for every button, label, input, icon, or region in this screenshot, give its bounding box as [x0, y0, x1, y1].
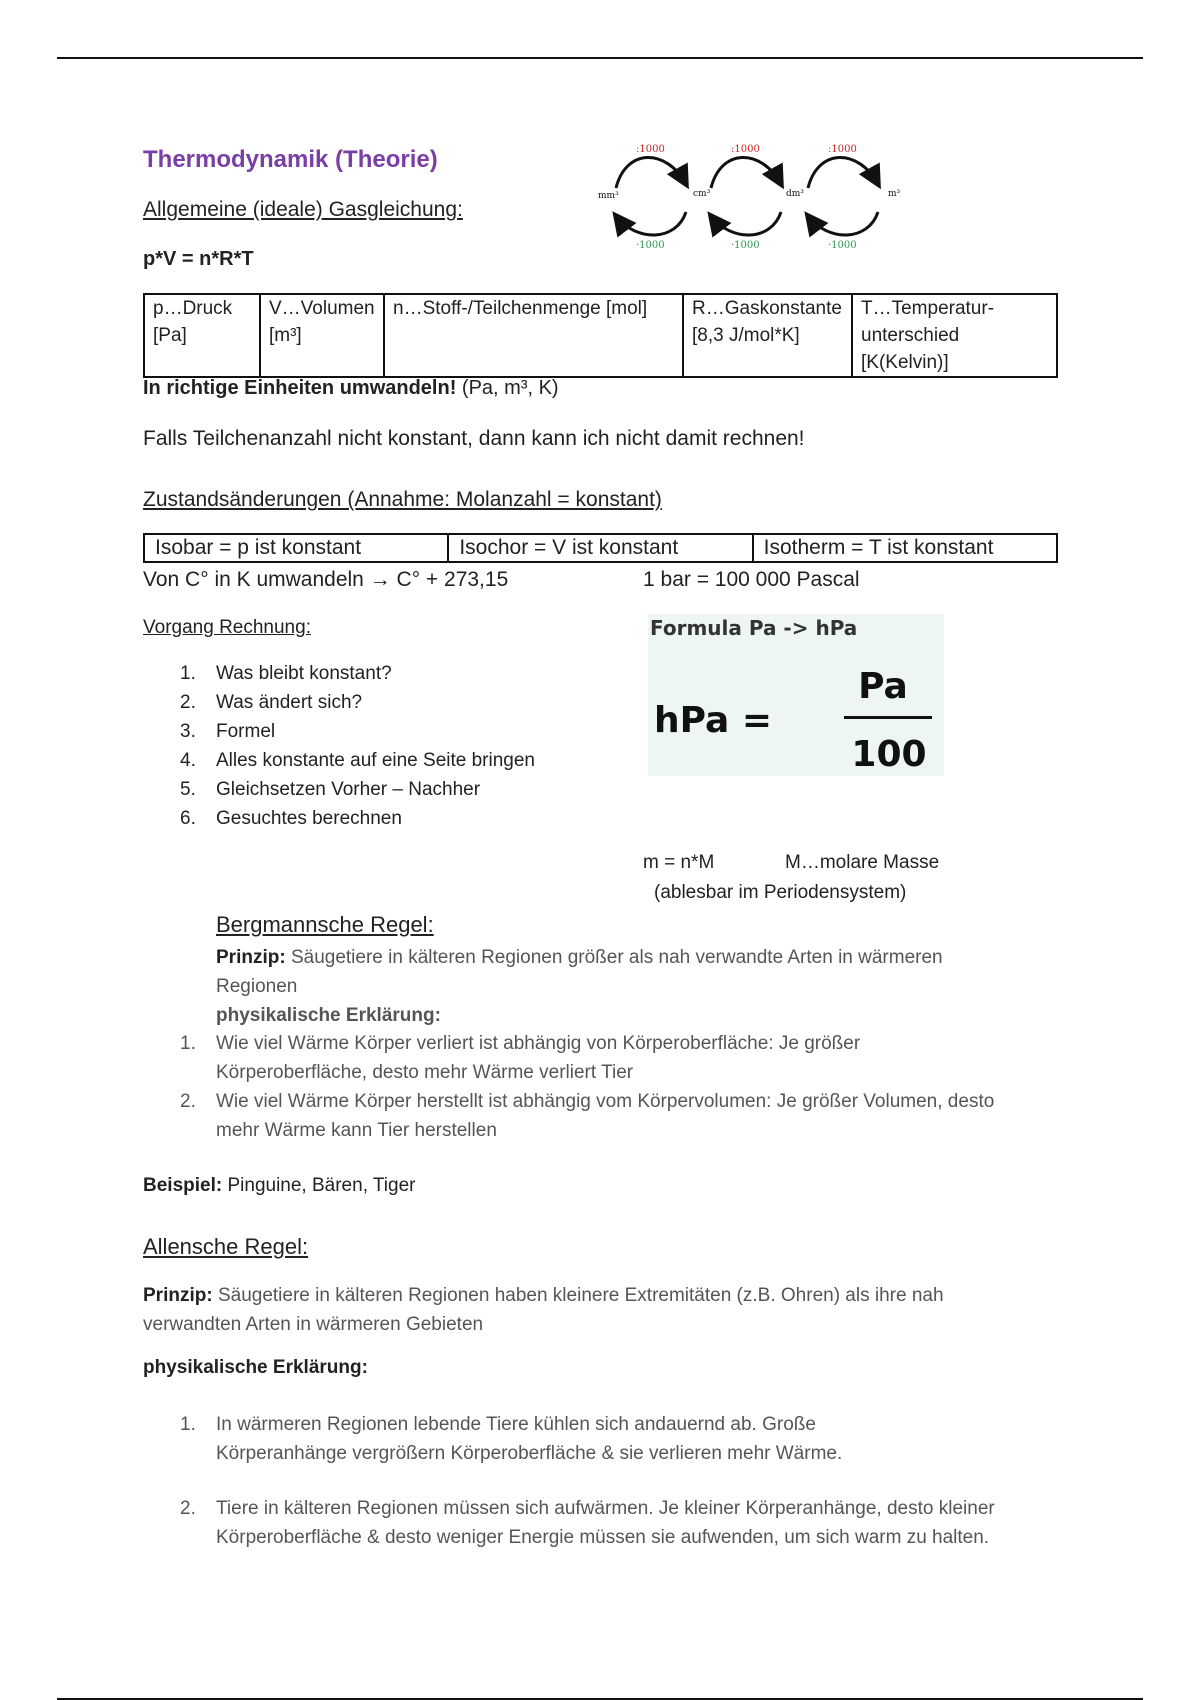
page-title: Thermodynamik (Theorie) [143, 146, 438, 173]
formula-numerator: Pa [858, 666, 908, 707]
state-changes-heading: Zustandsänderungen (Annahme: Molanzahl = konstant) [143, 488, 662, 511]
list-item: 4. Alles konstante auf eine Seite bringen [180, 750, 535, 771]
top-rule [57, 57, 1143, 59]
molar-mass-definition: M…molare Masse [785, 852, 940, 873]
table-cell: T…Temperatur- unterschied [K(Kelvin)] [852, 294, 1057, 377]
multiply-arrow [616, 212, 686, 235]
unit-label: mm³ [598, 191, 619, 201]
multiply-label: ·1000 [828, 240, 857, 251]
list-item: 1. In wärmeren Regionen lebende Tiere kühlen sich andauernd ab. Große Körperanhänge vergrößern Körperoberfläche & sie verlieren mehr Wärme. [180, 1414, 843, 1464]
isotherm-cell: Isotherm = T ist konstant [753, 534, 1057, 562]
bergmann-heading: Bergmannsche Regel: [216, 912, 434, 937]
mass-formula: m = n*M [643, 852, 715, 873]
list-item: 1. Was bleibt konstant? [180, 663, 392, 684]
allen-principle: Prinzip: Säugetiere in kälteren Regionen haben kleinere Extremitäten (z.B. Ohren) als ihre nah verwandten Arten in wärmeren Gebieten [143, 1285, 944, 1335]
multiply-label: ·1000 [731, 240, 760, 251]
table-cell: V…Volumen [m³] [260, 294, 384, 377]
divide-arrow [711, 157, 781, 188]
gas-law-heading: Allgemeine (ideale) Gasgleichung: [143, 198, 463, 221]
pa-to-hpa-formula [648, 614, 944, 776]
constant-note: Falls Teilchenanzahl nicht konstant, dann kann ich nicht damit rechnen! [143, 427, 805, 450]
table-cell: R…Gaskonstante [8,3 J/mol*K] [683, 294, 852, 377]
allen-explanation-label: physikalische Erklärung: [143, 1357, 368, 1378]
isochor-cell: Isochor = V ist konstant [448, 534, 752, 562]
procedure-list [180, 659, 535, 833]
table-cell: p…Druck [Pa] [144, 294, 260, 377]
periodic-table-hint: (ablesbar im Periodensystem) [654, 882, 907, 903]
bergmann-points [180, 1029, 995, 1145]
formula-denominator: 100 [851, 734, 927, 775]
variables-table [143, 293, 1058, 378]
state-changes-table [143, 533, 1058, 563]
unit-conversion-diagram [596, 140, 916, 258]
list-item: 1. Wie viel Wärme Körper verliert ist abhängig von Körperoberfläche: Je größer Körperoberfläche, desto mehr Wärme verliert Tier [180, 1033, 861, 1083]
allen-heading: Allensche Regel: [143, 1234, 309, 1259]
divide-label: :1000 [636, 144, 665, 155]
unit-label: dm³ [786, 189, 804, 199]
multiply-arrow [808, 212, 878, 235]
allen-points [180, 1410, 995, 1552]
units-note: In richtige Einheiten umwandeln! (Pa, m³, K) [143, 377, 559, 399]
bergmann-principle: Prinzip: Säugetiere in kälteren Regionen größer als nah verwandte Arten in wärmeren Regionen physikalische Erklärung: [216, 947, 943, 1026]
divide-label: :1000 [828, 144, 857, 155]
gas-law-formula: p*V = n*R*T [143, 248, 254, 270]
multiply-arrow [711, 212, 781, 235]
list-item: 6. Gesuchtes berechnen [180, 808, 402, 829]
table-cell: n…Stoff-/Teilchenmenge [mol] [384, 294, 683, 377]
divide-arrow [808, 157, 878, 188]
bar-note: 1 bar = 100 000 Pascal [643, 568, 860, 591]
divide-arrow [616, 157, 686, 188]
list-item: 2. Tiere in kälteren Regionen müssen sich aufwärmen. Je kleiner Körperanhänge, desto kleiner Körperoberfläche & desto weniger Energie müssen sie aufwenden, um sich warm zu halten. [180, 1498, 995, 1548]
formula-lhs: hPa = [654, 700, 773, 741]
list-item: 5. Gleichsetzen Vorher – Nachher [180, 779, 481, 800]
procedure-heading: Vorgang Rechnung: [143, 617, 311, 638]
fraction-bar [844, 716, 932, 719]
multiply-label: ·1000 [636, 240, 665, 251]
formula-caption: Formula Pa -> hPa [650, 616, 858, 640]
unit-label: m³ [888, 189, 901, 199]
list-item: 3. Formel [180, 721, 276, 742]
list-item: 2. Was ändert sich? [180, 692, 363, 713]
bergmann-example: Beispiel: Pinguine, Bären, Tiger [143, 1175, 416, 1196]
unit-label: cm³ [693, 189, 711, 199]
celsius-note: Von C° in K umwandeln → C° + 273,15 [143, 568, 509, 591]
isobar-cell: Isobar = p ist konstant [144, 534, 448, 562]
list-item: 2. Wie viel Wärme Körper herstellt ist abhängig vom Körpervolumen: Je größer Volumen, desto mehr Wärme kann Tier herstellen [180, 1091, 995, 1141]
divide-label: :1000 [731, 144, 760, 155]
